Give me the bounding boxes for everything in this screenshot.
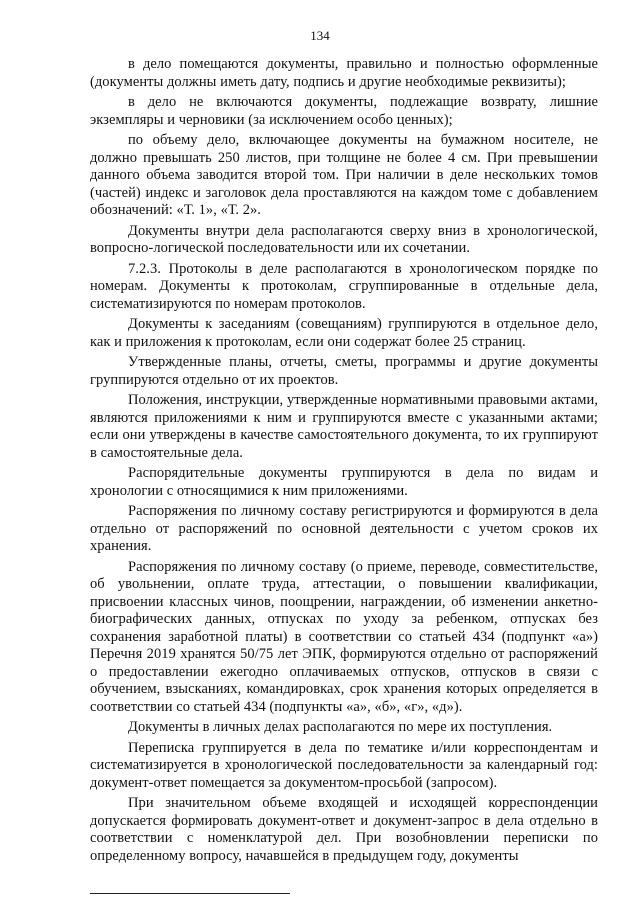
paragraph: Документы внутри дела располагаются сверху вниз в хронологической, вопросно-логической последовательности или их сочетании. (90, 222, 598, 256)
paragraph: в дело помещаются документы, правильно и полностью оформленные (документы должны иметь дату, подпись и другие необходимые реквизиты); (90, 56, 598, 90)
paragraph: Переписка группируется в дела по тематике и/или корреспондентам и систематизируется в хронологической последовательности за календарный год: документ-ответ помещается за документом-просьбой (запросом). (90, 739, 598, 791)
footnote-divider (90, 893, 290, 894)
paragraph: по объему дело, включающее документы на бумажном носителе, не должно превышать 250 листов, при толщине не более 4 см. При превышении данного объема заводится второй том. При наличии в деле нескольких томов (частей) индекс и заголовок дела проставляются на каждом томе с добавлением обозначений: «Т. 1», «Т. 2». (90, 132, 598, 218)
paragraph: в дело не включаются документы, подлежащие возврату, лишние экземпляры и черновики (за исключением особо ценных); (90, 94, 598, 128)
paragraph: Утвержденные планы, отчеты, сметы, программы и другие документы группируются отдельно от их проектов. (90, 354, 598, 388)
paragraph: Документы к заседаниям (совещаниям) группируются в отдельное дело, как и приложения к протоколам, если они содержат более 25 страниц. (90, 316, 598, 350)
page-body (90, 56, 598, 868)
paragraph: Распорядительные документы группируются в дела по видам и хронологии с относящимися к ним приложениями. (90, 465, 598, 499)
paragraph: Распоряжения по личному составу регистрируются и формируются в дела отдельно от распоряжений по основной деятельности с учетом сроков их хранения. (90, 503, 598, 554)
paragraph: Положения, инструкции, утвержденные нормативными правовыми актами, являются приложениями к ним и группируются вместе с указанными актами; если они утверждены в качестве самостоятельного документа, то их группируют в самостоятельные дела. (90, 392, 598, 461)
paragraph: 7.2.3. Протоколы в деле располагаются в хронологическом порядке по номерам. Документы к протоколам, сгруппированные в отдельные дела, систематизируются по номерам протоколов. (90, 260, 598, 312)
paragraph: Распоряжения по личному составу (о приеме, переводе, совместительстве, об увольнении, оплате труда, аттестации, о повышении квалификации, присвоении классных чинов, поощрении, награждении, об изменении анкетно-биографических данных, отпусках по уходу за ребенком, отпусках без сохранения заработной платы) в соответствии со статьей 434 (подпункт «а») Перечня 2019 хранятся 50/75 лет ЭПК, формируются отдельно от распоряжений о предоставлении ежегодно оплачиваемых отпусков, отпусков в связи с обучением, взысканиях, командировках, срок хранения которых определяется в соответствии со статьей 434 (подпункты «а», «б», «г», «д»). (90, 558, 598, 715)
page-number: 134 (310, 28, 330, 43)
paragraph: Документы в личных делах располагаются по мере их поступления. (128, 719, 553, 735)
paragraph: При значительном объеме входящей и исходящей корреспонденции допускается формировать документ-ответ и документ-запрос в дела отдельно в соответствии с номенклатурой дел. При возобновлении переписки по определенному вопросу, начавшейся в предыдущем году, документы (90, 795, 598, 864)
